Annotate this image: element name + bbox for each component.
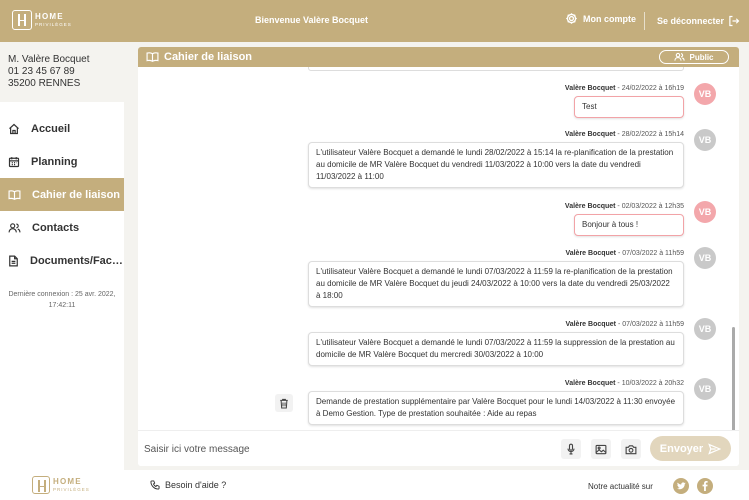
- public-label: Public: [689, 52, 714, 62]
- sidebar: [0, 42, 124, 470]
- user-phone: 01 23 45 67 89: [8, 66, 75, 77]
- welcome-text: Bienvenue Valère Bocquet: [255, 15, 369, 25]
- message-bubble: L'utilisateur Valère Bocquet a demandé le lundi 07/03/2022 à 11:59 la suppression de la prestation au domicile de MR Valère Bocquet du mercredi 30/03/2022 à 10:00: [308, 332, 684, 366]
- facebook-button[interactable]: [697, 478, 713, 494]
- message-author: Valère Bocquet: [565, 250, 617, 257]
- sidebar-item-label: Accueil: [31, 122, 71, 135]
- message-author: Valère Bocquet: [564, 85, 616, 92]
- help-label: Besoin d'aide ?: [165, 480, 227, 490]
- logout-link[interactable]: [657, 15, 740, 27]
- message-date: - 10/03/2022 à 20h32: [615, 380, 684, 387]
- book-icon: [146, 51, 159, 63]
- public-toggle-button[interactable]: [659, 50, 729, 64]
- message-composer: [138, 430, 739, 466]
- message-date: - 07/03/2022 à 11h59: [616, 321, 684, 328]
- avatar: VB: [694, 378, 716, 400]
- sidebar-nav: [0, 112, 124, 277]
- camera-icon: [625, 444, 637, 455]
- header-separator: [644, 12, 645, 30]
- logo-line1: HOME: [35, 11, 64, 21]
- logout-icon: [728, 15, 740, 27]
- sidebar-item-contacts[interactable]: [0, 211, 124, 244]
- sidebar-item-label: Contacts: [32, 221, 80, 234]
- twitter-button[interactable]: [673, 478, 689, 494]
- send-label: Envoyer: [659, 442, 704, 455]
- phone-icon: [150, 480, 160, 490]
- message-meta: [565, 250, 684, 257]
- sidebar-item-label: Planning: [31, 155, 78, 168]
- microphone-icon: [566, 443, 576, 455]
- message-date: - 02/03/2022 à 12h35: [615, 203, 684, 210]
- message-bubble: Demande de prestation supplémentaire par Valère Bocquet pour le lundi 14/03/2022 à 11:30 envoyée à Demo Gestion. Type de prestation souhaitée : Aide au repas: [308, 391, 684, 425]
- panel-title: Cahier de liaison: [164, 51, 253, 63]
- avatar: VB: [694, 201, 716, 223]
- book-icon: [8, 189, 21, 201]
- users-icon: [674, 52, 685, 62]
- message-author: Valère Bocquet: [564, 131, 616, 138]
- message-author: Valère Bocquet: [564, 203, 616, 210]
- send-icon: [708, 443, 721, 455]
- news-label: Notre actualité sur: [588, 482, 653, 491]
- facebook-icon: [702, 481, 708, 491]
- user-name: M. Valère Bocquet: [8, 54, 90, 65]
- message-date: - 07/03/2022 à 11h59: [616, 250, 684, 257]
- users-icon: [8, 222, 21, 234]
- sidebar-item-cahier-de-liaison[interactable]: [0, 178, 124, 211]
- document-icon: [8, 255, 19, 267]
- logout-label: Se déconnecter: [657, 16, 725, 26]
- message-meta: [565, 203, 684, 210]
- avatar: VB: [694, 247, 716, 269]
- image-button[interactable]: [591, 439, 611, 459]
- image-icon: [595, 444, 607, 455]
- message-meta: [565, 380, 684, 387]
- message-author: Valère Bocquet: [565, 321, 617, 328]
- message-list[interactable]: [138, 67, 739, 430]
- account-link[interactable]: [565, 12, 636, 25]
- message-meta: [565, 131, 684, 138]
- message-date: - 24/02/2022 à 16h19: [615, 85, 684, 92]
- delete-message-button[interactable]: [275, 394, 293, 412]
- header-logo[interactable]: [12, 10, 72, 30]
- message-meta: [565, 321, 684, 328]
- camera-button[interactable]: [621, 439, 641, 459]
- avatar: VB: [694, 318, 716, 340]
- sidebar-item-documents[interactable]: [0, 244, 124, 277]
- message-meta: [565, 85, 684, 92]
- trash-icon: [279, 398, 289, 409]
- liaison-panel: [138, 47, 739, 466]
- gear-icon: [565, 12, 578, 25]
- sidebar-item-label: Documents/Fac…: [30, 254, 123, 267]
- send-button[interactable]: [650, 436, 731, 461]
- help-link[interactable]: [150, 480, 226, 490]
- account-label: Mon compte: [583, 13, 636, 24]
- message-author: Valère Bocquet: [564, 380, 616, 387]
- panel-header: [138, 47, 739, 67]
- top-bar: [0, 0, 749, 42]
- twitter-icon: [677, 482, 686, 490]
- footer: [0, 470, 749, 500]
- home-icon: [8, 123, 20, 135]
- logo-line2: PRIVILÈGES: [35, 21, 72, 27]
- avatar: VB: [694, 129, 716, 151]
- logo-line1: HOME: [53, 476, 82, 486]
- microphone-button[interactable]: [561, 439, 581, 459]
- message-bubble: L'utilisateur Valère Bocquet a demandé le lundi 28/02/2022 à 15:14 la re-planification de la prestation au domicile de MR Valère Bocquet du vendredi 11/03/2022 à 10:00 vers la date du vendredi 11/03/2022 à 11:00: [308, 142, 684, 188]
- user-info: [0, 42, 124, 102]
- scrollbar[interactable]: [732, 327, 735, 430]
- footer-logo[interactable]: [32, 476, 90, 494]
- logo-mark-icon: [12, 10, 32, 30]
- sidebar-item-planning[interactable]: [0, 145, 124, 178]
- message-input[interactable]: [144, 440, 544, 458]
- logo-line2: PRIVILÈGES: [53, 486, 90, 492]
- message-bubble-partial: [308, 67, 684, 71]
- sidebar-item-accueil[interactable]: [0, 112, 124, 145]
- logo-mark-icon: [32, 476, 50, 494]
- message-bubble: Bonjour à tous !: [574, 214, 684, 236]
- sidebar-item-label: Cahier de liaison: [32, 188, 121, 201]
- calendar-icon: [8, 156, 20, 168]
- user-city: 35200 RENNES: [8, 78, 81, 89]
- avatar: VB: [694, 83, 716, 105]
- message-date: - 28/02/2022 à 15h14: [615, 131, 684, 138]
- message-bubble: Test: [574, 96, 684, 118]
- last-connection: Dernière connexion : 25 avr. 2022, 17:42:11: [8, 291, 116, 309]
- message-bubble: L'utilisateur Valère Bocquet a demandé le lundi 07/03/2022 à 11:59 la re-planification de la prestation au domicile de MR Valère Bocquet du jeudi 24/03/2022 à 10:00 vers la date du vendredi 25/03/2022 à 18:00: [308, 261, 684, 307]
